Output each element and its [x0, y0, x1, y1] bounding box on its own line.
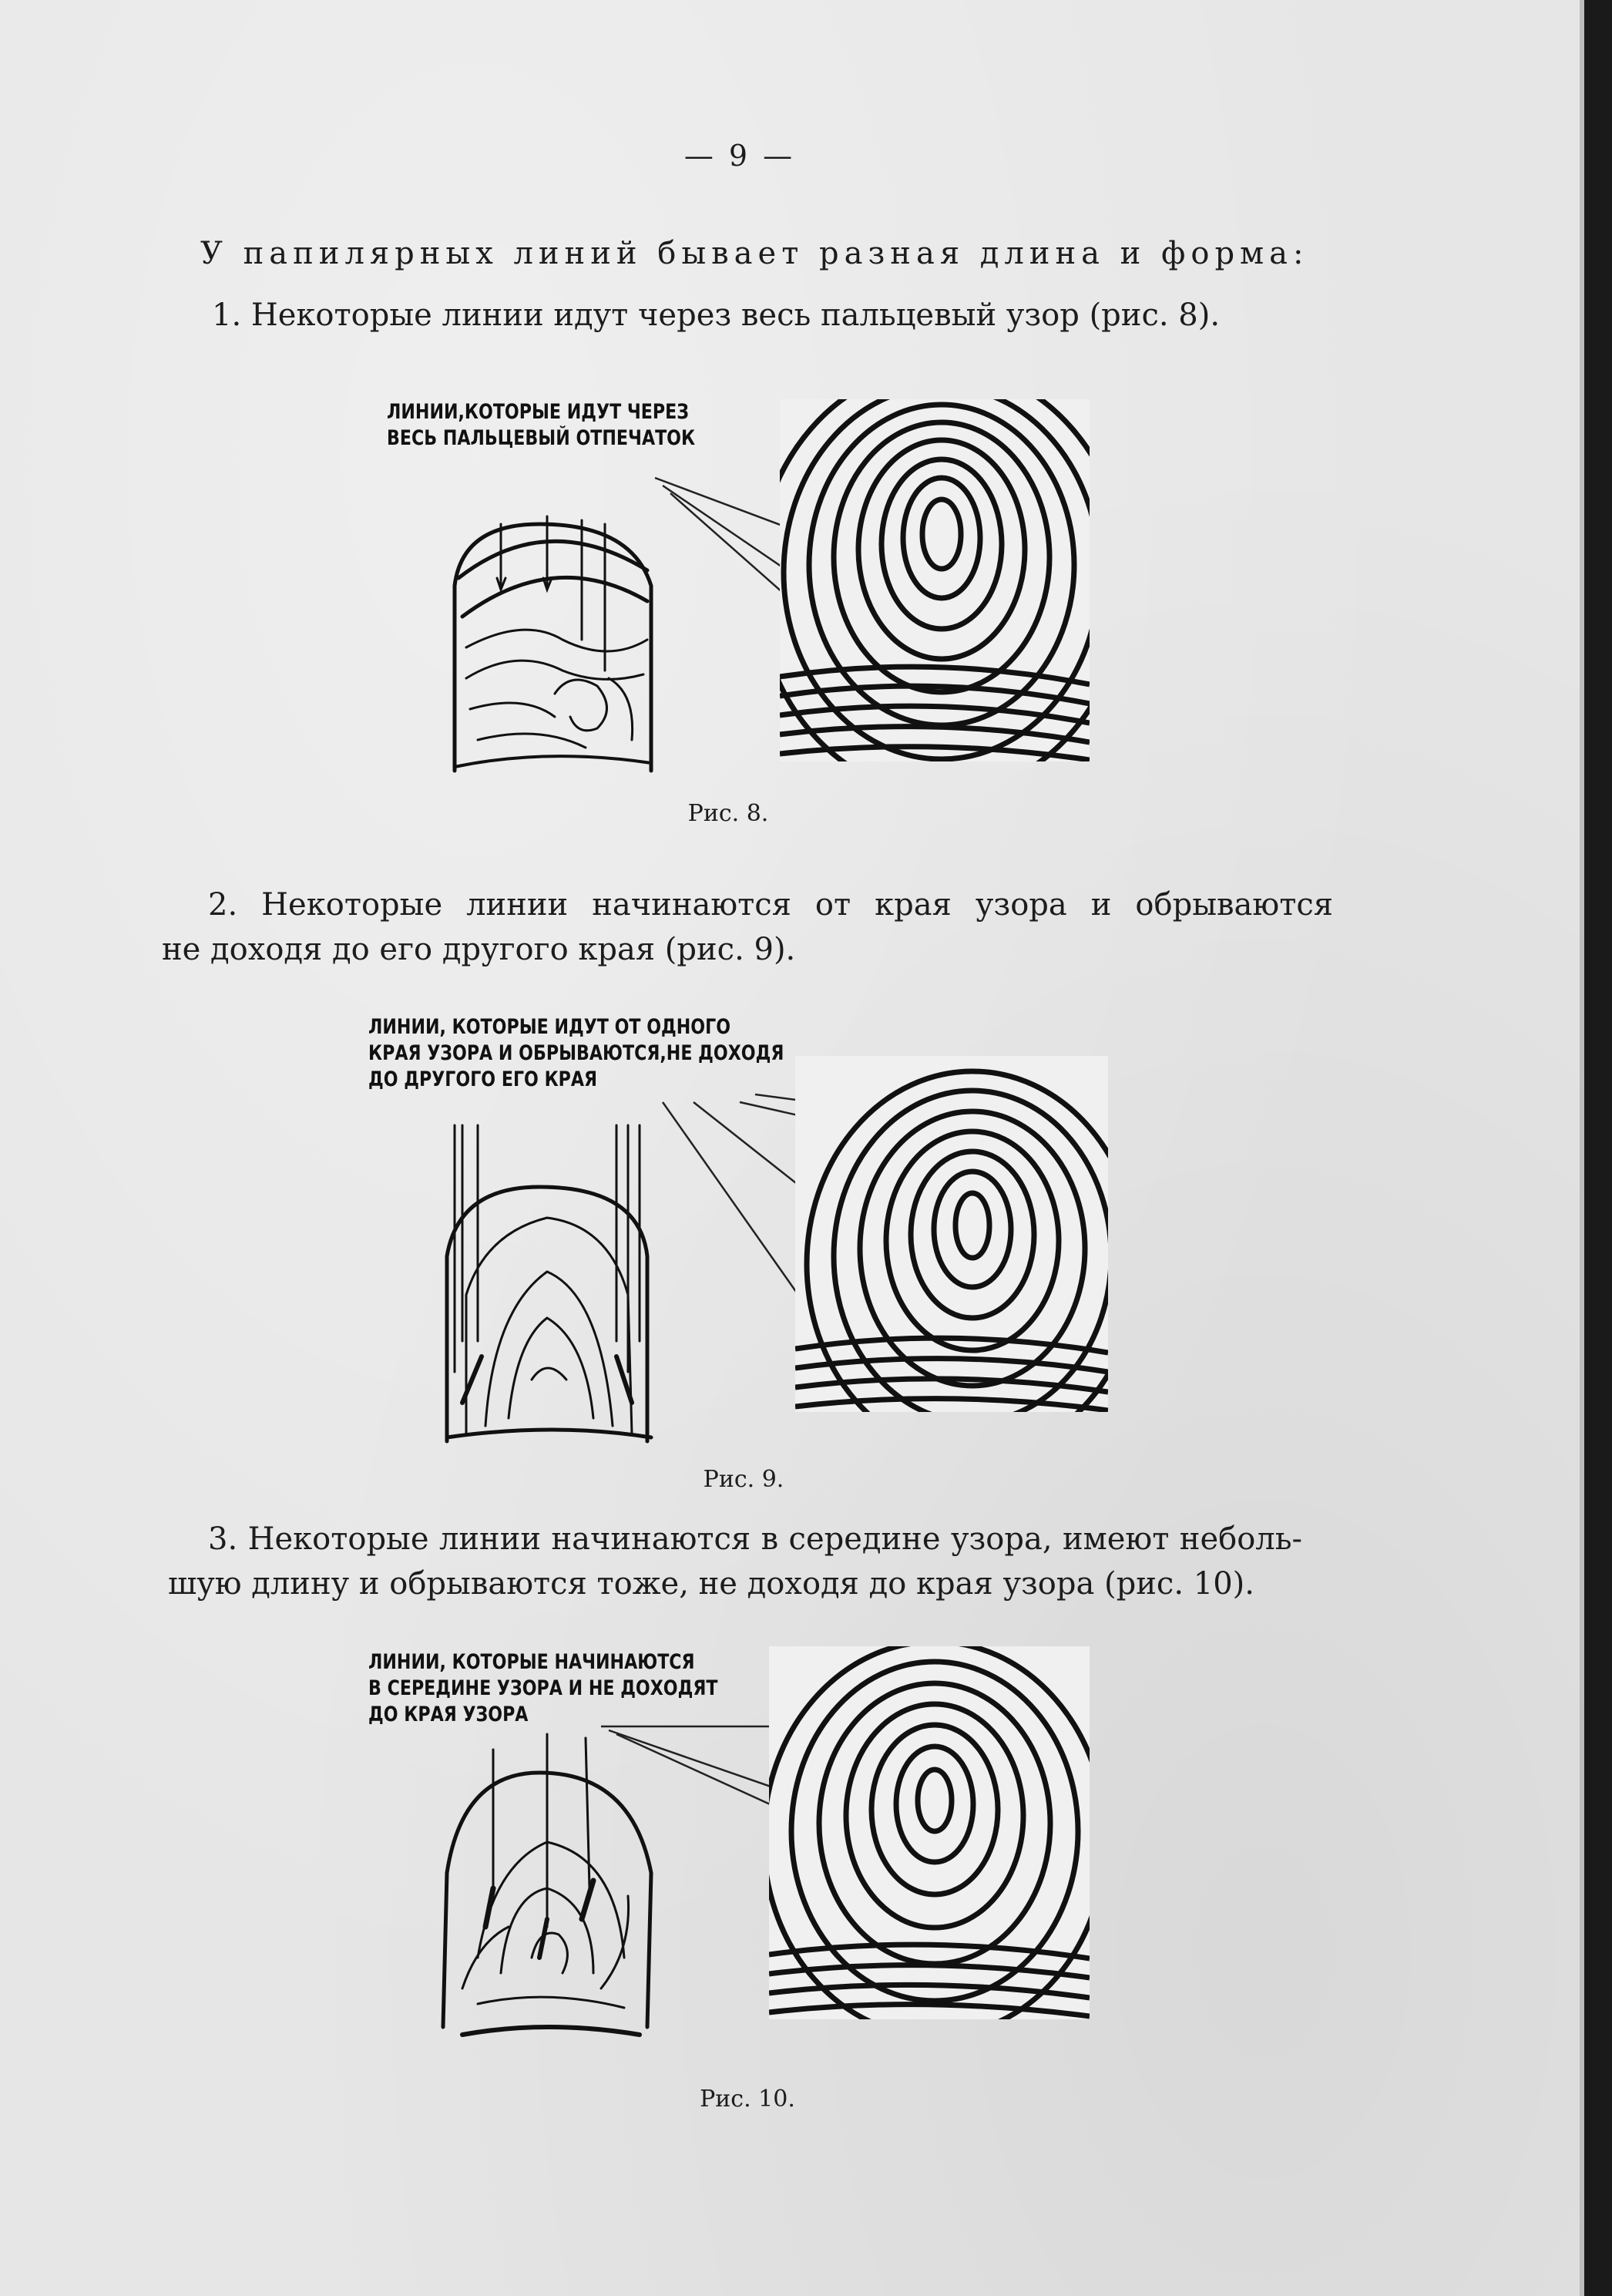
fig10-label-line: В СЕРЕДИНЕ УЗОРА И НЕ ДОХОДЯТ — [368, 1676, 718, 1700]
fig10-label-line: ДО КРАЯ УЗОРА — [368, 1703, 529, 1726]
fig10-caption: Рис. 10. — [700, 2086, 795, 2113]
item-2-text-line1: 2. Некоторые линии начинаются от края узора и обрываются — [208, 887, 1333, 923]
fig8-fingerprint-photo — [780, 399, 1090, 761]
item-1-text: 1. Некоторые линии идут через весь пальцевый узор (рис. 8). — [212, 298, 1221, 333]
fig9-fingertip-drawing — [432, 1110, 670, 1449]
fig9-label-line: КРАЯ УЗОРА И ОБРЫВАЮТСЯ,НЕ ДОХОДЯ — [368, 1041, 784, 1065]
item-3-text-line1: 3. Некоторые линии начинаются в середине узора, имеют неболь- — [208, 1521, 1302, 1557]
fingerprint-image — [780, 399, 1090, 761]
fig9-caption: Рис. 9. — [703, 1466, 784, 1493]
fig9-fingerprint-photo — [795, 1056, 1108, 1412]
fig8-label — [387, 399, 695, 452]
fig10-label-line: ЛИНИИ, КОТОРЫЕ НАЧИНАЮТСЯ — [368, 1650, 695, 1674]
fig9-label-line: ЛИНИИ, КОТОРЫЕ ИДУТ ОТ ОДНОГО — [368, 1015, 731, 1039]
fig9-label-line: ДО ДРУГОГО ЕГО КРАЯ — [368, 1067, 598, 1091]
lead-paragraph: У папилярных линий бывает разная длина и форма: — [200, 236, 1309, 271]
fig8-fingertip-drawing — [432, 462, 678, 778]
fig8-caption: Рис. 8. — [687, 800, 769, 827]
fig10-fingerprint-photo — [769, 1646, 1090, 2019]
fingerprint-image — [769, 1646, 1090, 2019]
fig8-label-line: ЛИНИИ,КОТОРЫЕ ИДУТ ЧЕРЕЗ — [387, 400, 689, 424]
item-2-text-line2: не доходя до его другого края (рис. 9). — [162, 932, 796, 967]
page-number: — 9 — — [683, 139, 796, 173]
item-3-text-line2: шую длину и обрываются тоже, не доходя до края узора (рис. 10). — [168, 1566, 1254, 1602]
fingerprint-image — [795, 1056, 1108, 1412]
fig8-label-line: ВЕСЬ ПАЛЬЦЕВЫЙ ОТПЕЧАТОК — [387, 426, 696, 450]
